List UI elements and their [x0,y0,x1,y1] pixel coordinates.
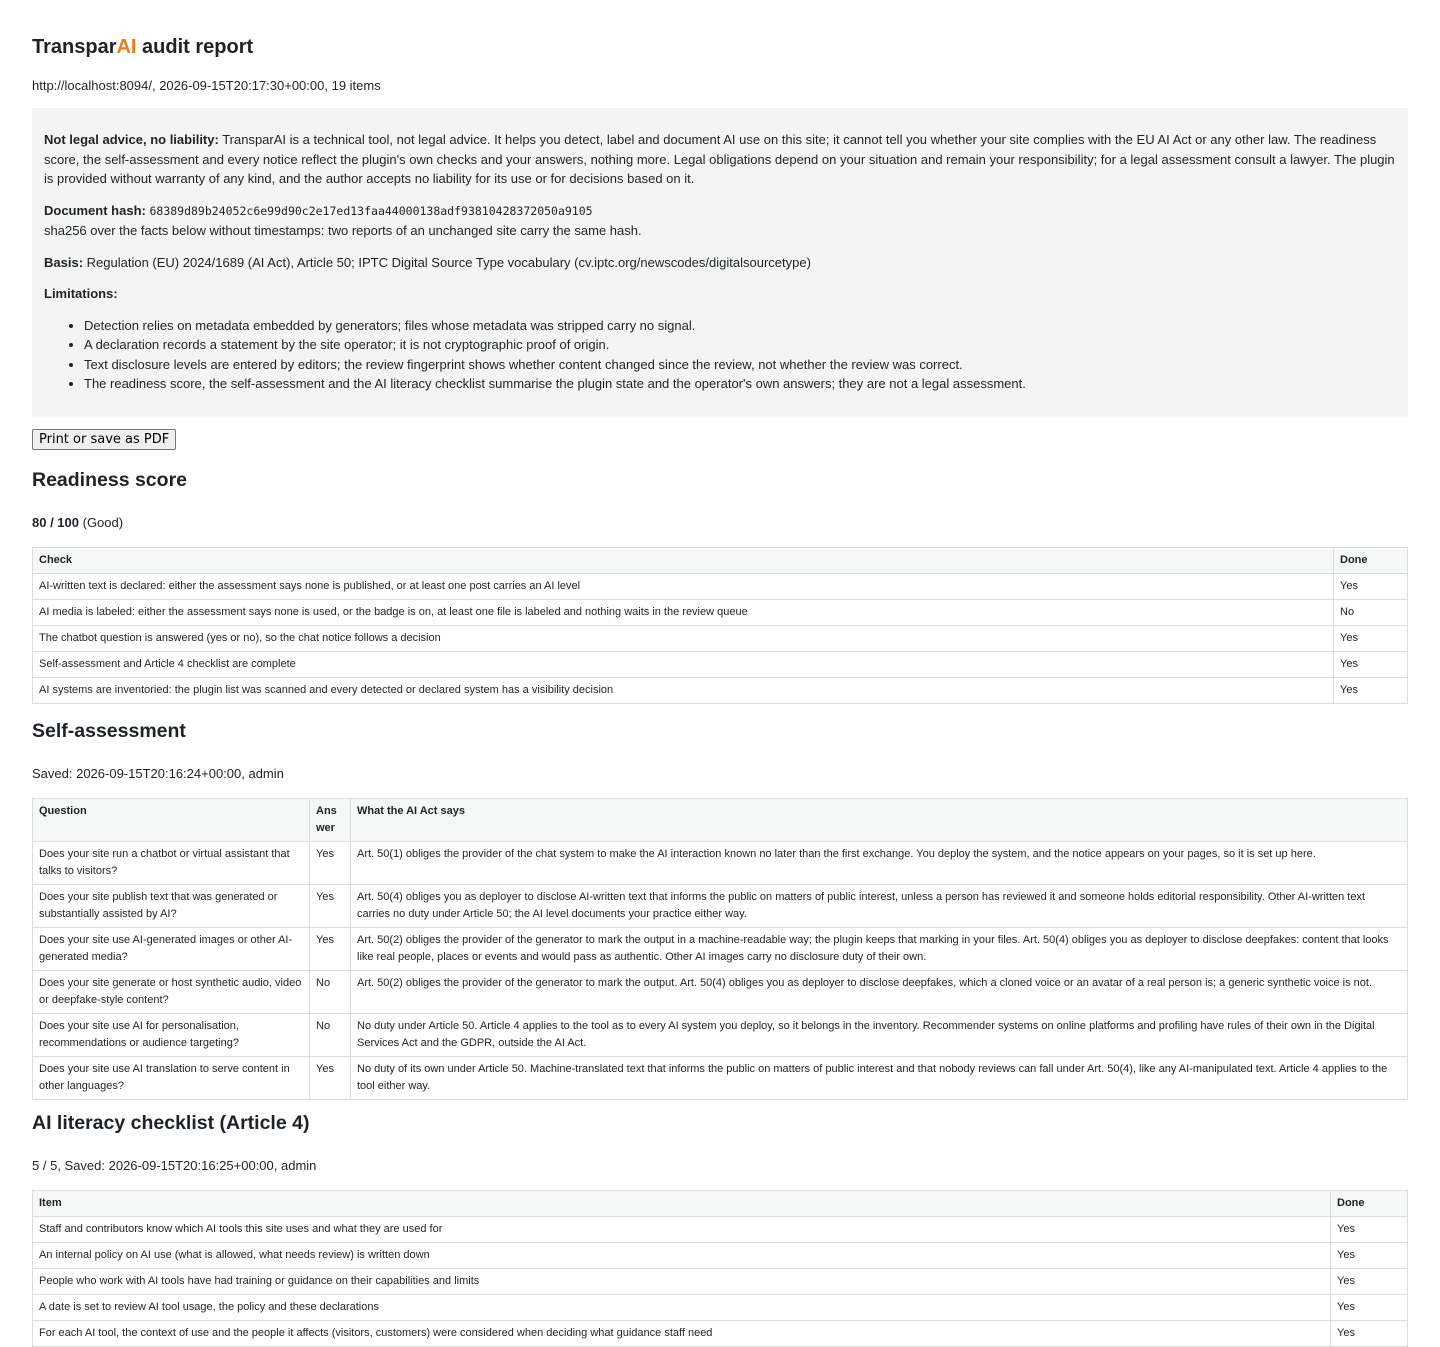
table-row [33,971,1408,1014]
basis [44,253,1396,273]
question-cell: Does your site generate or host synthetic audio, video or deepfake-style content? [33,971,310,1014]
document-hash [44,201,1396,241]
done-cell: Yes [1334,652,1408,678]
page-title [32,36,253,59]
hash-note: sha256 over the facts below without timestamps: two reports of an unchanged site carry the same hash. [44,223,642,238]
list-item: • Detection relies on metadata embedded by generators; files whose metadata was stripped carry no signal. [84,316,1396,336]
table-row [33,1243,1408,1269]
done-cell: No [1334,600,1408,626]
table-header-row [33,799,1408,842]
table-row [33,928,1408,971]
check-cell: AI systems are inventoried: the plugin list was scanned and every detected or declared system has a visibility decision [33,678,1334,704]
table-row [33,1321,1408,1347]
check-cell: AI-written text is declared: either the assessment says none is published, or at least one post carries an AI level [33,574,1334,600]
done-cell: Yes [1331,1243,1408,1269]
item-cell: For each AI tool, the context of use and the people it affects (visitors, customers) were considered when deciding what guidance staff need [33,1321,1331,1347]
list-item: • Text disclosure levels are entered by editors; the review fingerprint shows whether content changed since the review, not whether the review was correct. [84,355,1396,375]
answer-cell: Yes [310,1057,351,1100]
answer-cell: No [310,1014,351,1057]
table-row [33,1295,1408,1321]
question-cell: Does your site use AI-generated images or other AI-generated media? [33,928,310,971]
table-row [33,626,1408,652]
check-cell: Self-assessment and Article 4 checklist are complete [33,652,1334,678]
table-row [33,1057,1408,1100]
limitations-heading [44,284,1396,304]
answer-cell: Yes [310,928,351,971]
ai-act-cell: No duty of its own under Article 50. Machine-translated text that informs the public on matters of public interest and that nobody reviews can fall under Art. 50(4), like any AI-manipulated text. Article 4 applies to the tool either way. [351,1057,1408,1100]
table-row [33,652,1408,678]
answer-cell: Yes [310,842,351,885]
column-header-check: Check [33,548,1334,574]
question-cell: Does your site use AI translation to serve content in other languages? [33,1057,310,1100]
done-cell: Yes [1331,1217,1408,1243]
disclaimer-text: TransparAI is a technical tool, not legal advice. It helps you detect, label and document AI use on this site; it cannot tell you whether your site complies with the EU AI Act or any other law. The readiness score, the self-assessment and every notice reflect the plugin's own checks and your answers, nothing more. Legal obligations depend on your situation and remain your responsibility; for a legal assessment consult a lawyer. The plugin is provided without warranty of any kind, and the author accepts no liability for its use or for decisions based on it. [44,132,1395,186]
self-assessment-saved: Saved: 2026-09-15T20:16:24+00:00, admin [32,766,284,781]
table-row [33,678,1408,704]
ai-act-cell: Art. 50(2) obliges the provider of the generator to mark the output in a machine-readable way; the plugin keeps that marking in your files. Art. 50(4) obliges you as deployer to disclose deepfakes: content that looks like real people, places or events and would pass as authentic. Other AI images carry no disclosure duty of their own. [351,928,1408,971]
list-item: • A declaration records a statement by the site operator; it is not cryptographic proof of origin. [84,335,1396,355]
check-cell: The chatbot question is answered (yes or no), so the chat notice follows a decision [33,626,1334,652]
answer-cell: Yes [310,885,351,928]
column-header-question: Question [33,799,310,842]
column-header-item: Item [33,1191,1331,1217]
question-cell: Does your site use AI for personalisation, recommendations or audience targeting? [33,1014,310,1057]
title-prefix: Transpar [32,36,117,58]
title-accent: AI [116,36,137,58]
literacy-heading: AI literacy checklist (Article 4) [32,1112,310,1134]
item-cell: People who work with AI tools have had training or guidance on their capabilities and limits [33,1269,1331,1295]
table-header-row [33,548,1408,574]
report-meta: http://localhost:8094/, 2026-09-15T20:17:30+00:00, 19 items [32,78,381,93]
print-pdf-button[interactable]: Print or save as PDF [32,429,176,450]
table-row [33,885,1408,928]
table-row [33,1014,1408,1057]
basis-text: Regulation (EU) 2024/1689 (AI Act), Article 50; IPTC Digital Source Type vocabulary (cv.iptc.org/newscodes/digitalsourcetype) [83,254,811,270]
self-assessment-heading: Self-assessment [32,720,186,742]
table-row [33,574,1408,600]
ai-act-cell: No duty under Article 50. Article 4 applies to the tool as to every AI system you deploy, so it belongs in the inventory. Recommender systems on online platforms and profiling have rules of their own in the Digital Services Act and the GDPR, outside the AI Act. [351,1014,1408,1057]
basis-label: Basis: [44,254,84,270]
done-cell: Yes [1334,626,1408,652]
limitations-list [44,316,1396,394]
readiness-table [32,547,1408,704]
score-grade: (Good) [79,515,124,530]
answer-cell: No [310,971,351,1014]
column-header-answer: Ans wer [310,799,351,842]
question-cell: Does your site publish text that was generated or substantially assisted by AI? [33,885,310,928]
done-cell: Yes [1331,1269,1408,1295]
ai-act-cell: Art. 50(4) obliges you as deployer to disclose AI-written text that informs the public on matters of public interest, unless a person has reviewed it and someone holds editorial responsibility. Other AI-written text carries no duty under Article 50; the AI level documents your practice either way. [351,885,1408,928]
disclaimer-label: Not legal advice, no liability: [44,132,219,147]
readiness-heading: Readiness score [32,469,188,491]
table-row [33,842,1408,885]
disclaimer [44,130,1396,189]
list-item: • The readiness score, the self-assessment and the AI literacy checklist summarise the plugin state and the operator's own answers; they are not a legal assessment. [84,374,1396,394]
column-header-ai-act: What the AI Act says [351,799,1408,842]
table-header-row [33,1191,1408,1217]
ai-act-cell: Art. 50(1) obliges the provider of the chat system to make the AI interaction known no later than the first exchange. You deploy the system, and the notice appears on your pages, so it is set up here. [351,842,1408,885]
done-cell: Yes [1334,678,1408,704]
literacy-table [32,1190,1408,1347]
column-header-done: Done [1334,548,1408,574]
score-value: 80 / 100 [32,515,79,530]
table-row [33,1217,1408,1243]
table-row [33,1269,1408,1295]
limitations-label: Limitations: [44,286,118,301]
question-cell: Does your site run a chatbot or virtual assistant that talks to visitors? [33,842,310,885]
done-cell: Yes [1334,574,1408,600]
item-cell: Staff and contributors know which AI tools this site uses and what they are used for [33,1217,1331,1243]
done-cell: Yes [1331,1321,1408,1347]
table-row [33,600,1408,626]
hash-value: 68389d89b24052c6e99d90c2e17ed13faa44000138adf93810428372050a9105 [149,203,593,218]
done-cell: Yes [1331,1295,1408,1321]
literacy-saved: 5 / 5, Saved: 2026-09-15T20:16:25+00:00, admin [32,1158,317,1173]
readiness-score [32,515,123,530]
self-assessment-table [32,798,1408,1100]
ai-act-cell: Art. 50(2) obliges the provider of the generator to mark the output. Art. 50(4) obliges you as deployer to disclose deepfakes, which a cloned voice or an avatar of a real person is; a generic synthetic voice is not. [351,971,1408,1014]
column-header-done: Done [1331,1191,1408,1217]
legal-notice-box [32,108,1408,417]
title-suffix: audit report [136,36,254,58]
check-cell: AI media is labeled: either the assessment says none is used, or the badge is on, at least one file is labeled and nothing waits in the review queue [33,600,1334,626]
item-cell: An internal policy on AI use (what is allowed, what needs review) is written down [33,1243,1331,1269]
hash-label: Document hash: [44,202,146,218]
item-cell: A date is set to review AI tool usage, the policy and these declarations [33,1295,1331,1321]
